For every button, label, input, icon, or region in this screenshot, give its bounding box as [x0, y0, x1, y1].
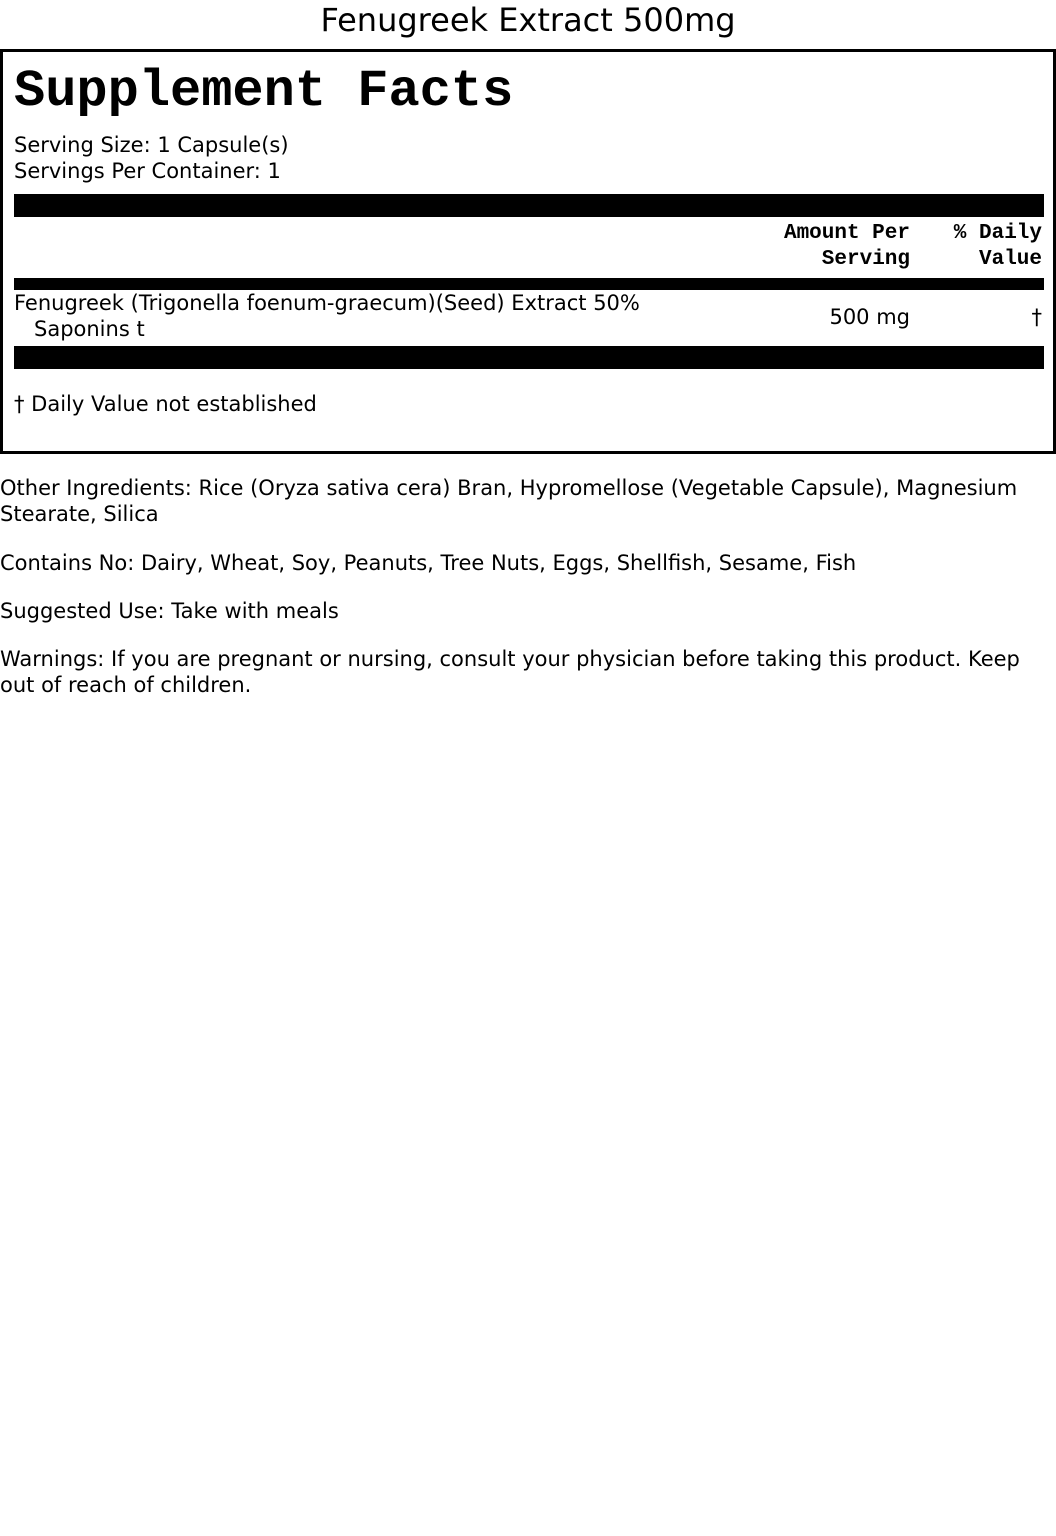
- amount-header-line2: Serving: [821, 248, 910, 271]
- ingredient-daily-value: †: [1031, 305, 1042, 329]
- product-title: Fenugreek Extract 500mg: [320, 1, 736, 39]
- daily-value-footnote: † Daily Value not established: [14, 392, 317, 416]
- amount-per-serving-header: [784, 221, 910, 273]
- servings-per-container: Servings Per Container: 1: [14, 159, 281, 183]
- divider-thick-top: [14, 194, 1044, 217]
- facts-heading: Supplement Facts: [14, 62, 514, 121]
- dv-header-line1: % Daily: [953, 222, 1042, 245]
- divider-mid: [14, 278, 1044, 290]
- ingredient-name-line1: Fenugreek (Trigonella foenum-graecum)(Seed) Extract 50%: [14, 291, 640, 315]
- warnings: Warnings: If you are pregnant or nursing, consult your physician before taking this product. Keep out of reach of children.: [0, 647, 1020, 697]
- serving-size: Serving Size: 1 Capsule(s): [14, 133, 289, 157]
- ingredient-name-line2: Saponins t: [34, 317, 145, 341]
- suggested-use: Suggested Use: Take with meals: [0, 599, 339, 623]
- ingredient-amount: 500 mg: [829, 305, 910, 329]
- daily-value-header: [954, 221, 1042, 273]
- divider-thick-bottom: [14, 346, 1044, 369]
- allergen-statement: Contains No: Dairy, Wheat, Soy, Peanuts, Tree Nuts, Eggs, Shellfish, Sesame, Fish: [0, 551, 857, 575]
- amount-header-line1: Amount Per: [783, 222, 910, 245]
- supplement-facts-panel: [0, 49, 1056, 454]
- other-ingredients: Other Ingredients: Rice (Oryza sativa cera) Bran, Hypromellose (Vegetable Capsule), Magnesium Stearate, Silica: [0, 476, 1018, 526]
- ingredient-name: [14, 290, 694, 342]
- dv-header-line2: Value: [978, 248, 1042, 271]
